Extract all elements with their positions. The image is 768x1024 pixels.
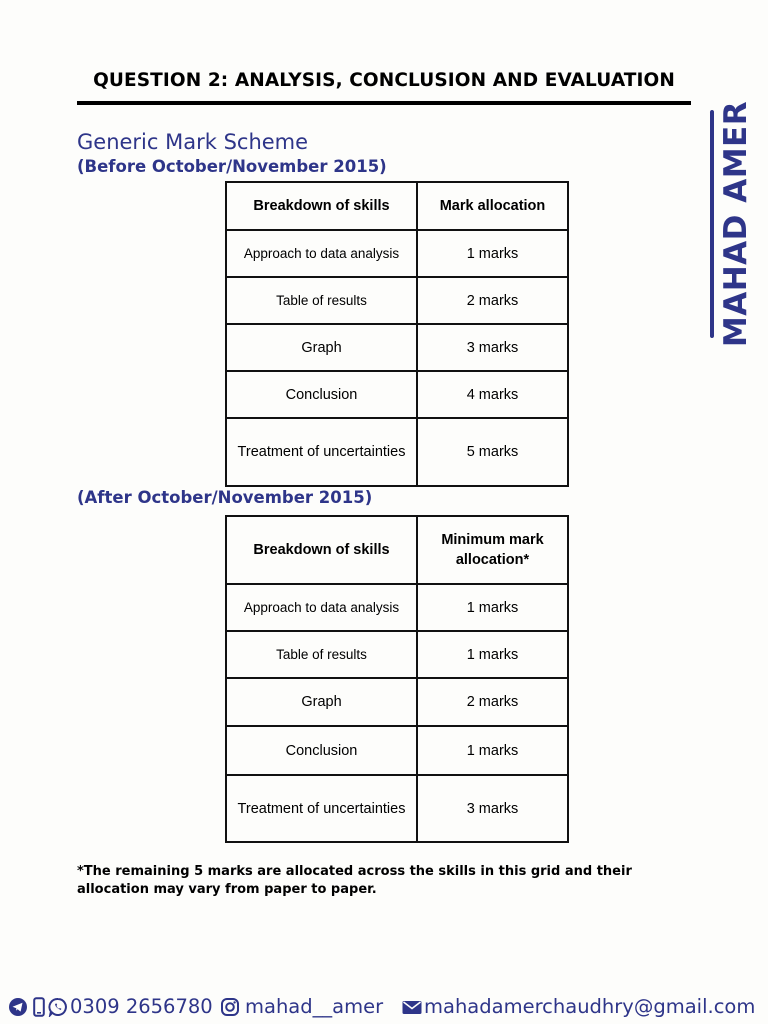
telegram-icon[interactable] (8, 997, 28, 1022)
skill-cell: Approach to data analysis (226, 584, 417, 631)
table-row (226, 324, 568, 371)
email-address[interactable]: mahadamerchaudhry@gmail.com (424, 995, 756, 1018)
skill-cell: Table of results (226, 631, 417, 678)
before-mark-table (225, 181, 569, 487)
table-row (226, 230, 568, 277)
before-section-title: (Before October/November 2015) (77, 157, 387, 176)
table-row (226, 726, 568, 775)
marks-cell: 3 marks (417, 324, 568, 371)
phone-icon[interactable] (33, 997, 45, 1022)
skill-cell: Approach to data analysis (226, 230, 417, 277)
marks-cell: 2 marks (417, 678, 568, 726)
column-header-skills: Breakdown of skills (226, 182, 417, 230)
mark-scheme-title: Generic Mark Scheme (77, 130, 309, 154)
after-section-title: (After October/November 2015) (77, 488, 373, 507)
table-row (226, 371, 568, 418)
marks-cell: 1 marks (417, 230, 568, 277)
page-header: QUESTION 2: ANALYSIS, CONCLUSION AND EVALUATION (93, 70, 675, 91)
instagram-handle[interactable]: mahad__amer (245, 995, 384, 1018)
phone-number[interactable]: 0309 2656780 (70, 995, 213, 1018)
skill-cell: Table of results (226, 277, 417, 324)
marks-cell: 2 marks (417, 277, 568, 324)
table-row (226, 775, 568, 842)
marks-cell: 1 marks (417, 726, 568, 775)
table-row (226, 678, 568, 726)
marks-cell: 5 marks (417, 418, 568, 486)
skill-cell: Treatment of uncertainties (226, 418, 417, 486)
skill-cell: Treatment of uncertainties (226, 775, 417, 842)
column-header-marks: Minimum mark allocation* (417, 516, 568, 584)
instagram-icon[interactable] (220, 997, 240, 1022)
email-icon[interactable] (401, 997, 423, 1022)
skill-cell: Conclusion (226, 371, 417, 418)
column-header-skills: Breakdown of skills (226, 516, 417, 584)
author-watermark (710, 100, 754, 348)
table-row (226, 631, 568, 678)
marks-cell: 3 marks (417, 775, 568, 842)
table-header-row (226, 182, 568, 230)
watermark-text: MAHAD AMER (718, 100, 754, 348)
table-row (226, 277, 568, 324)
watermark-bar (710, 110, 714, 338)
table-header-row (226, 516, 568, 584)
marks-cell: 4 marks (417, 371, 568, 418)
table-row (226, 584, 568, 631)
table-row (226, 418, 568, 486)
skill-cell: Graph (226, 678, 417, 726)
footnote: *The remaining 5 marks are allocated across the skills in this grid and their allocation may vary from paper to paper. (77, 864, 632, 897)
after-mark-table (225, 515, 569, 843)
skill-cell: Graph (226, 324, 417, 371)
header-divider (77, 101, 691, 105)
marks-cell: 1 marks (417, 631, 568, 678)
contact-footer (8, 994, 768, 1022)
whatsapp-icon[interactable] (48, 997, 68, 1022)
marks-cell: 1 marks (417, 584, 568, 631)
skill-cell: Conclusion (226, 726, 417, 775)
column-header-marks: Mark allocation (417, 182, 568, 230)
